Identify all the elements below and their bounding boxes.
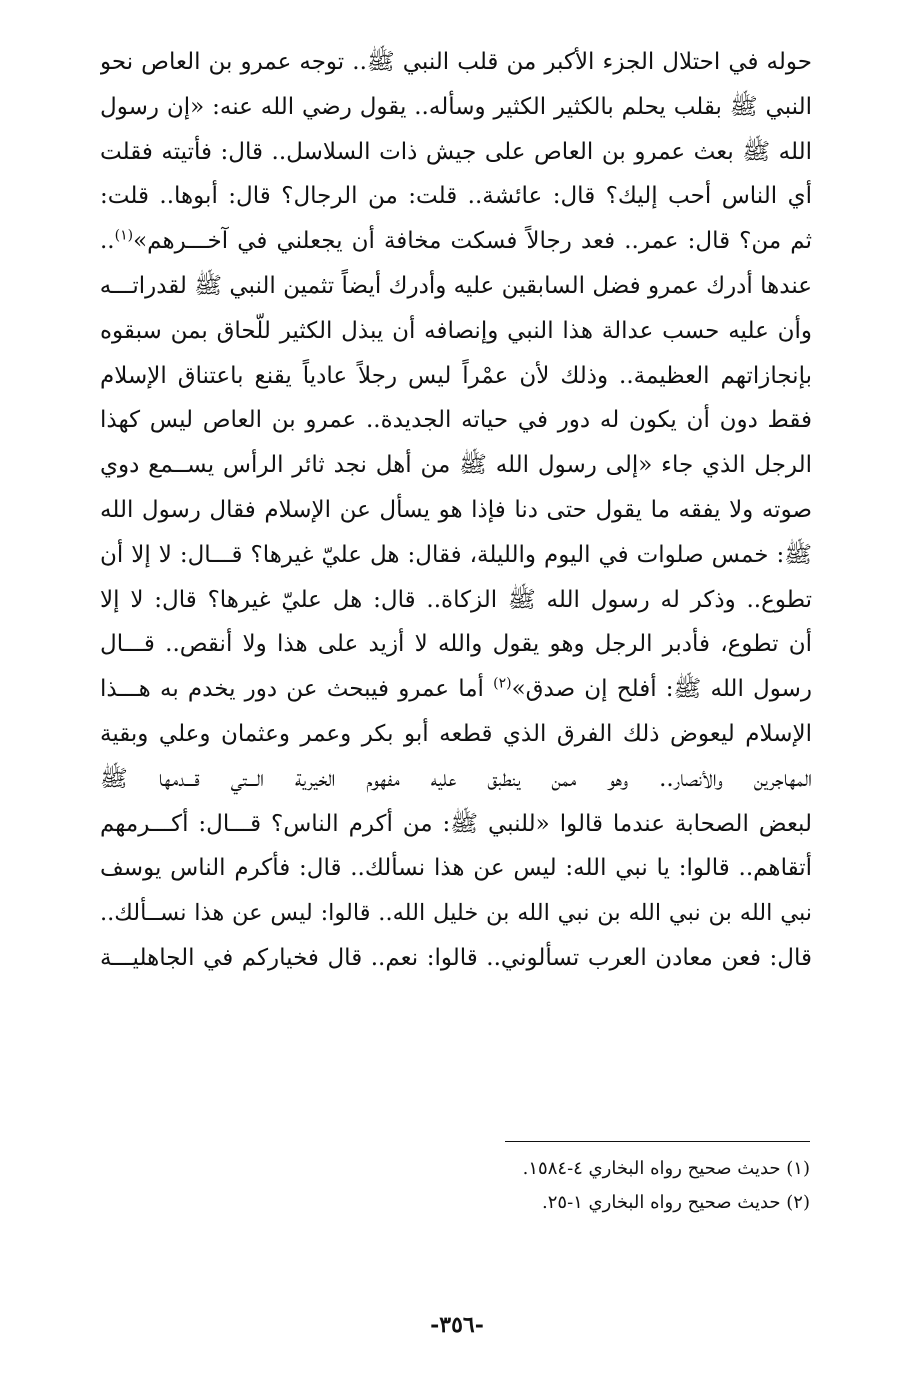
text-line: لبعض الصحابة عندما قالوا «للنبي ﷺ: من أكرم الناس؟ قـــال: أكـــرمهم — [100, 810, 812, 837]
footnotes-block — [300, 1152, 810, 1220]
footnote-2: (٢) حديث صحيح رواه البخاري ١-٢٥. — [541, 1192, 810, 1213]
text-line: المهاجرين والأنصار.. وهو ممن ينطبق عليه مفهوم الخيرية الـــتي قـــدمها ﷺ — [100, 765, 812, 792]
text-segment: .. — [100, 228, 115, 255]
text-line: فقط دون أن يكون له دور في حياته الجديدة.. عمرو بن العاص ليس كهذا — [100, 407, 812, 434]
text-segment: أما عمرو فيبحث عن دور يخدم به هـــذا — [100, 676, 484, 703]
text-line: أتقاهم.. قالوا: يا نبي الله: ليس عن هذا نسألك.. قال: فأكرم الناس يوسف — [100, 855, 812, 882]
text-line: قال: فعن معادن العرب تسألوني.. قالوا: نعم.. قال فخياركم في الجاهليـــة — [100, 944, 812, 971]
text-line: أن تطوع، فأدبر الرجل وهو يقول والله لا أزيد على هذا ولا أنقص.. قـــال — [100, 631, 812, 658]
text-line: النبي ﷺ بقلب يحلم بالكثير الكثير وسأله.. يقول رضي الله عنه: «إن رسول — [100, 93, 812, 120]
text-segment: رسول الله ﷺ: أفلح إن صدق» — [511, 676, 812, 703]
text-line-with-footnote — [100, 667, 812, 712]
text-line: عندها أدرك عمرو فضل السابقين عليه وأدرك أيضاً تثمين النبي ﷺ لقدراتـــه — [100, 272, 812, 299]
footnote-marker-1: (١) — [114, 227, 134, 244]
main-text-block — [100, 40, 812, 981]
text-line: تطوع.. وذكر له رسول الله ﷺ الزكاة.. قال: هل عليّ غيرها؟ قال: لا إلا — [100, 586, 812, 613]
text-line: نبي الله بن نبي الله بن نبي الله بن خليل الله.. قالوا: ليس عن هذا نســألك.. — [100, 900, 812, 927]
text-line: الرجل الذي جاء «إلى رسول الله ﷺ من أهل نجد ثائر الرأس يســمع دوي — [100, 452, 812, 479]
footnote-divider — [505, 1141, 810, 1142]
text-line: ﷺ: خمس صلوات في اليوم والليلة، فقال: هل عليّ غيرها؟ قـــال: لا إلا أن — [100, 541, 812, 568]
footnote-1: (١) حديث صحيح رواه البخاري ٤-١٥٨٤. — [522, 1158, 810, 1179]
text-line-with-footnote — [100, 219, 812, 264]
text-line: وأن عليه حسب عدالة هذا النبي وإنصافه أن يبذل الكثير للّحاق بمن سبقوه — [100, 317, 812, 344]
footnote-marker-2: (٢) — [493, 675, 512, 692]
text-line: أي الناس أحب إليك؟ قال: عائشة.. قلت: من الرجال؟ قال: أبوها.. قلت: — [100, 183, 812, 210]
page-number: -٣٥٦- — [430, 1312, 484, 1338]
text-line: صوته ولا يفقه ما يقول حتى دنا فإذا هو يسأل عن الإسلام فقال رسول الله — [100, 496, 812, 523]
text-line: الله ﷺ بعث عمرو بن العاص على جيش ذات السلاسل.. قال: فأتيته فقلت — [100, 138, 812, 165]
text-line: حوله في احتلال الجزء الأكبر من قلب النبي ﷺ.. توجه عمرو بن العاص نحو — [100, 49, 812, 75]
text-line: بإنجازاتهم العظيمة.. وذلك لأن عمْراً ليس رجلاً عادياً يقنع باعتناق الإسلام — [100, 362, 812, 389]
text-segment: ثم من؟ قال: عمر.. فعد رجالاً فسكت مخافة أن يجعلني في آخـــرهم» — [133, 228, 812, 255]
text-line: الإسلام ليعوض ذلك الفرق الذي قطعه أبو بكر وعمر وعثمان وعلي وبقية — [100, 720, 812, 747]
